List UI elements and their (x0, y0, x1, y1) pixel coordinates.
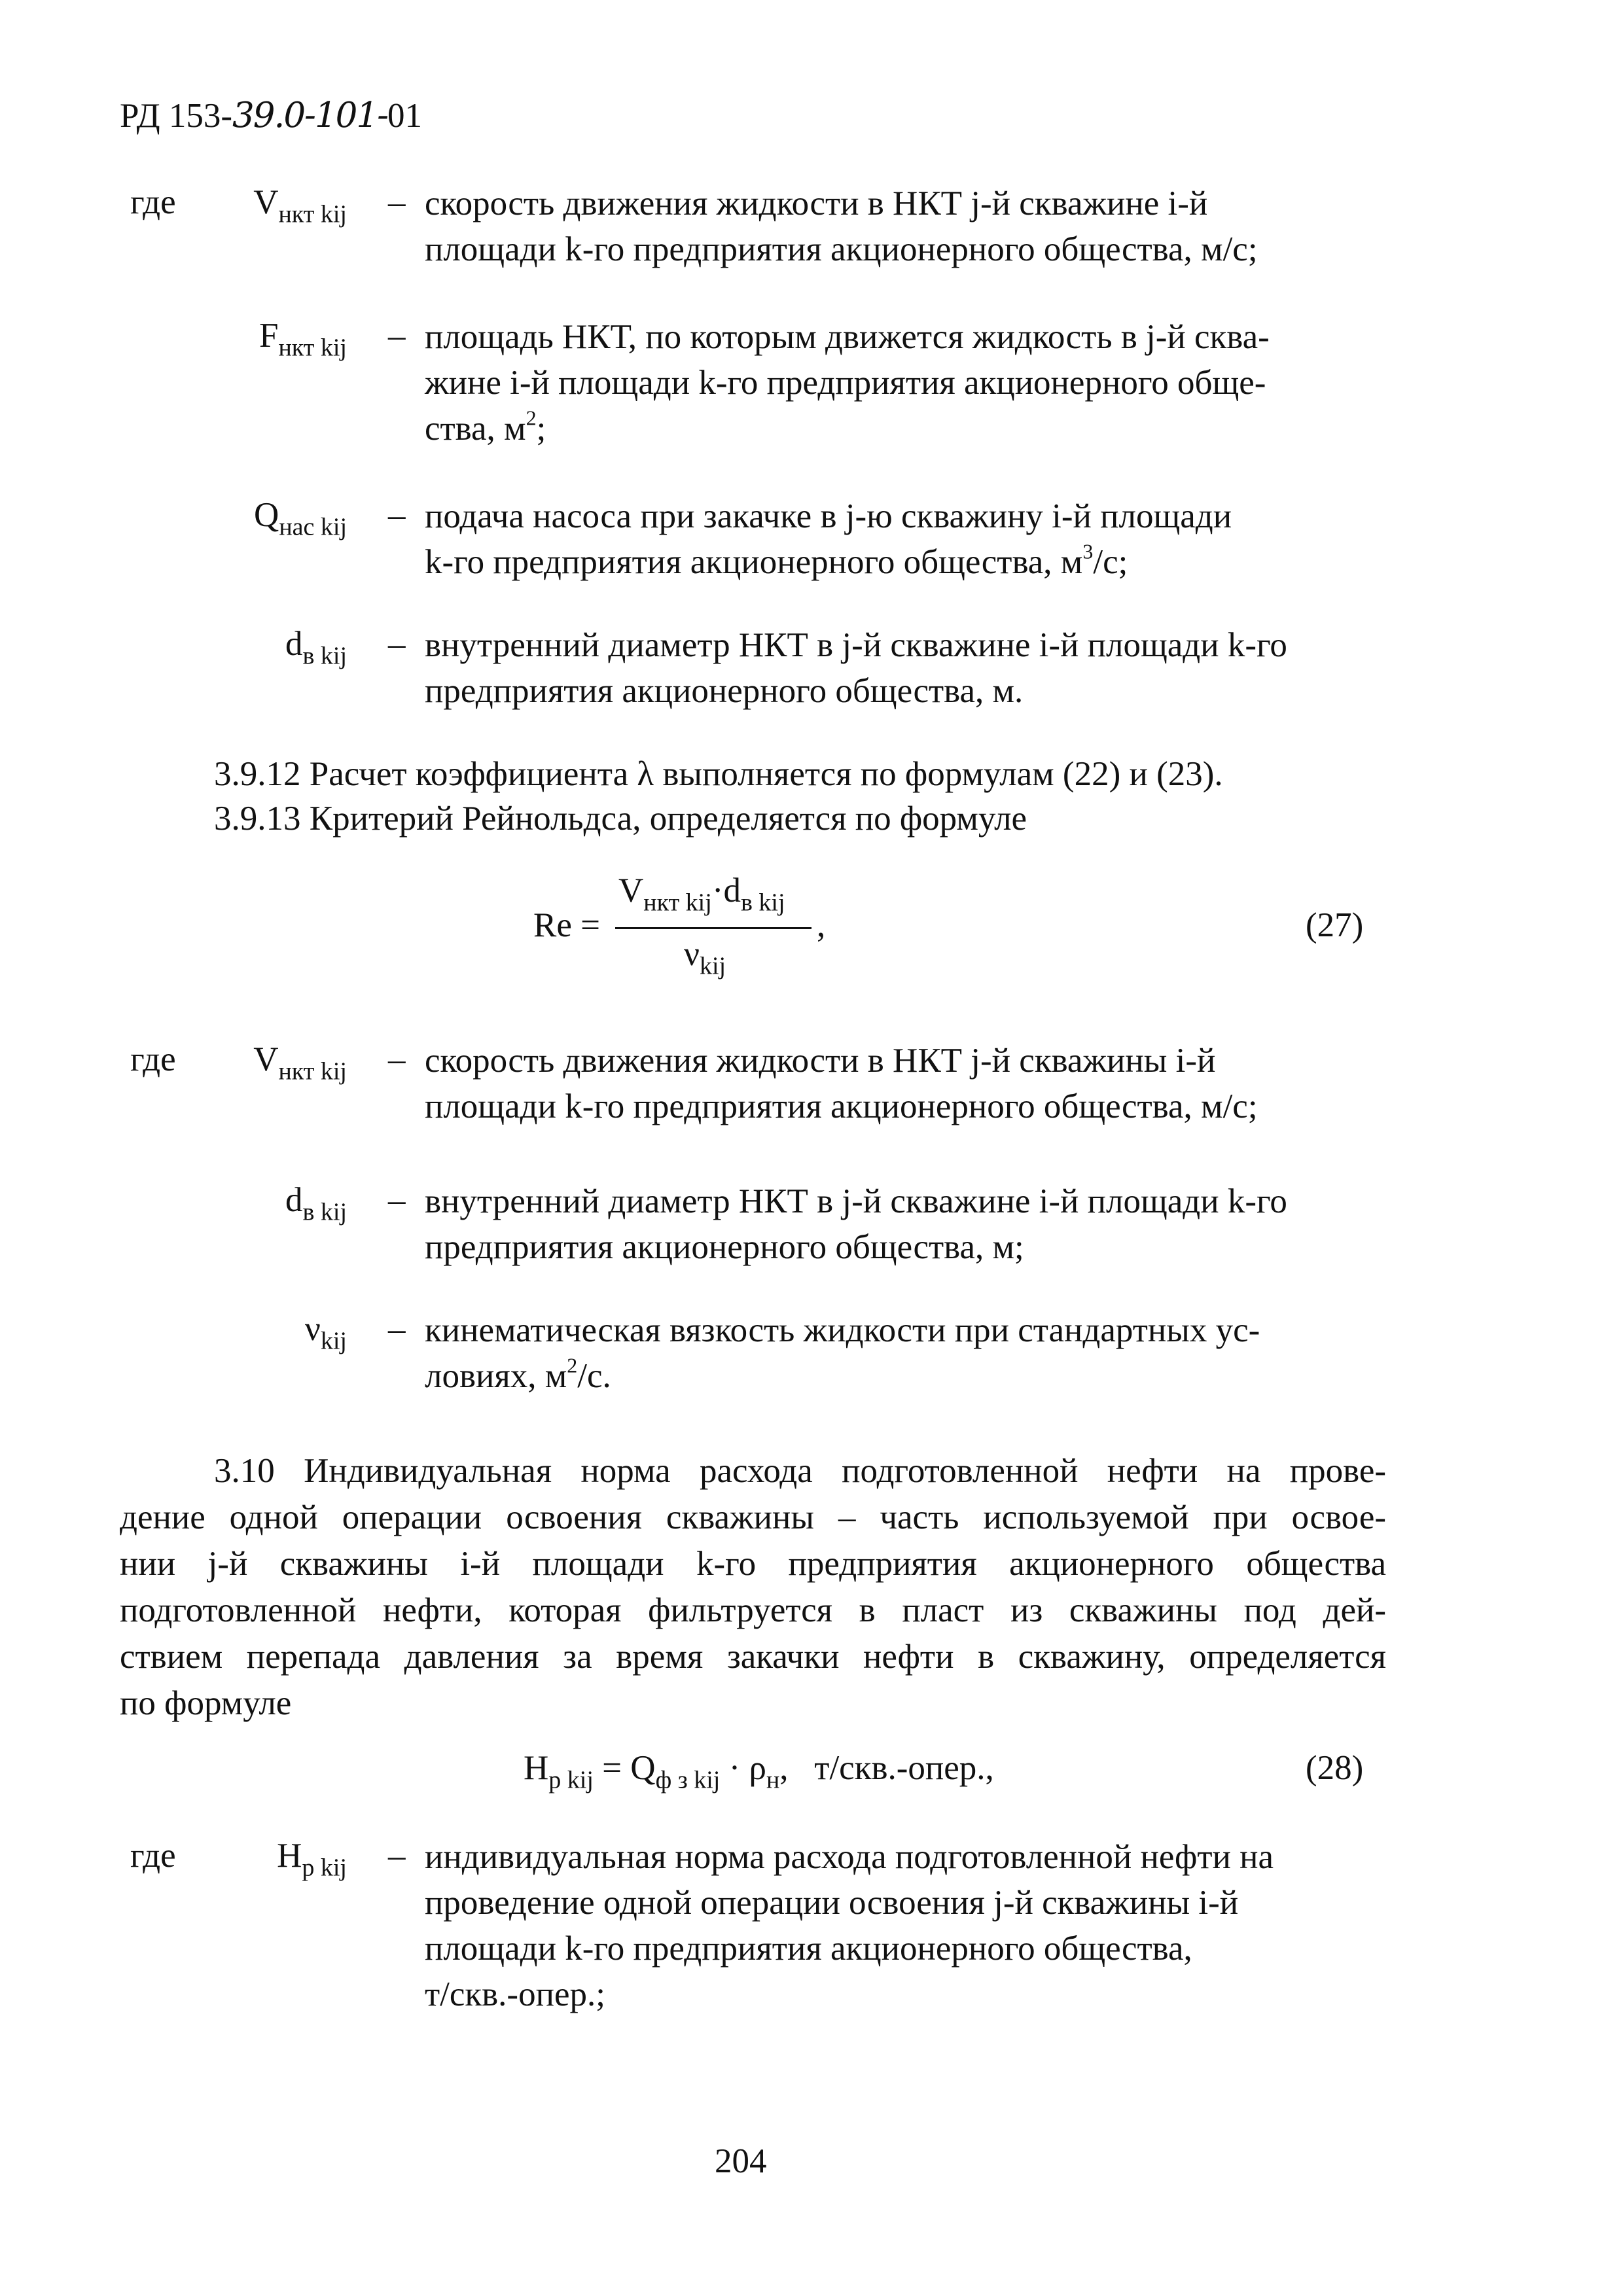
document-code-prefix: РД 153- (120, 97, 233, 135)
page-number: 204 (715, 2142, 767, 2180)
where-label: где (130, 183, 176, 221)
paragraph-3-10: 3.10 Индивидуальная норма расхода подготовленной нефти на прове- дение одной операции освоения скважины – часть используемой при освое- нии j-й скважины i-й площади k-го предприятия акционерного общества подготовленной нефти, которая фильтруется в пласт из скважины под дей- ствием перепада давления за время закачки нефти в скважину, определяется по формуле (120, 1452, 1386, 1722)
symbol-h-p: $H_{р kij}$ (277, 1837, 347, 1882)
formula-27-numerator: $V_{нкт kij}\cdot d_{в kij}$ (618, 872, 785, 917)
where-label: где (130, 1040, 176, 1078)
definition-text: скорость движения жидкости в НКТ j-й скважине i-й площади k-го предприятия акционерного общества, м/с; (425, 185, 1258, 268)
where-label: где (130, 1837, 176, 1875)
symbol-d-v: $d_{в kij}$ (285, 625, 347, 670)
document-code (120, 98, 422, 133)
definition-text: кинематическая вязкость жидкости при стандартных ус- ловиях, $м^2/с$. (425, 1311, 1260, 1395)
formula-27-number: (27) (1306, 906, 1364, 944)
definition-dash: – (388, 317, 406, 355)
definition-dash: – (388, 183, 406, 221)
definition-text: внутренний диаметр НКТ в j-й скважине i-й площади k-го предприятия акционерного общества, м. (425, 626, 1287, 710)
definition-dash: – (388, 1181, 406, 1219)
definition-text: скорость движения жидкости в НКТ j-й скважины i-й площади k-го предприятия акционерного общества, м/с; (425, 1042, 1258, 1125)
definition-text: индивидуальная норма расхода подготовленной нефти на проведение одной операции освоения j-й скважины i-й площади k-го предприятия акционерного общества, т/скв.-опер.; (425, 1838, 1274, 2013)
formula-28-unit: т/скв.-опер., (814, 1749, 994, 1787)
symbol-f-nkt: $F_{нкт kij}$ (259, 317, 347, 362)
definition-dash: – (388, 1040, 406, 1078)
definition-dash: – (388, 1837, 406, 1875)
document-code-suffix: 01 (387, 97, 423, 135)
paragraph-3-9-12: 3.9.12 Расчет коэффициента λ выполняется по формулам (22) и (23). (214, 755, 1223, 793)
definition-dash: – (388, 1310, 406, 1348)
definition-dash: – (388, 625, 406, 663)
symbol-v-nkt: $V_{нкт kij}$ (253, 183, 347, 228)
handwritten-code: 39.0-101- (232, 96, 388, 135)
formula-28: $H_{р kij} = Q_{ф з kij} \cdot \rho_н$, т/скв.-опер., (524, 1749, 994, 1794)
symbol-nu: $\nu_{kij}$ (304, 1310, 347, 1355)
fraction-bar (615, 927, 812, 929)
formula-27-lhs: Re = (533, 906, 601, 944)
symbol-d-v: $d_{в kij}$ (285, 1181, 347, 1226)
formula-28-number: (28) (1306, 1749, 1364, 1787)
definition-text: подача насоса при закачке в j-ю скважину i-й площади k-го предприятия акционерного общества, $м^3/с$; (425, 497, 1232, 581)
formula-27-comma: , (817, 906, 826, 944)
definition-text: площадь НКТ, по которым движется жидкость в j-й сква- жине i-й площади k-го предприятия акционерного обще- ства, $м^2$; (425, 318, 1270, 448)
paragraph-3-9-13: 3.9.13 Критерий Рейнольдса, определяется по формуле (214, 800, 1027, 838)
symbol-q-nas: $Q_{нас kij}$ (254, 496, 347, 541)
formula-27-denominator: $\nu_{kij}$ (684, 935, 726, 980)
definition-text: внутренний диаметр НКТ в j-й скважине i-й площади k-го предприятия акционерного общества, м; (425, 1182, 1287, 1266)
symbol-v-nkt: $V_{нкт kij}$ (253, 1040, 347, 1086)
definition-dash: – (388, 496, 406, 534)
